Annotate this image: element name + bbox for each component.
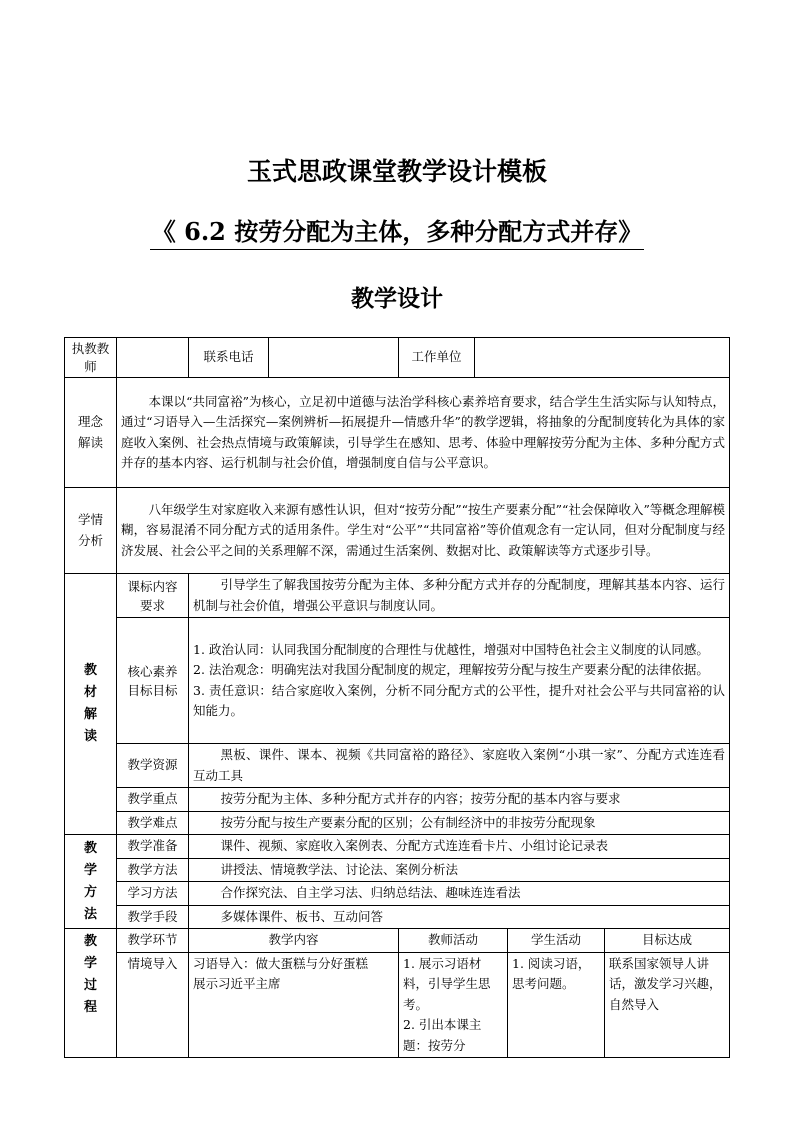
process-student: 1. 阅读习语，思考问题。 [508,952,605,1058]
textbook-row-difficulty [65,811,730,835]
process-header: 教学内容 [189,929,399,953]
process-row [65,952,730,1058]
method-label: 教学方法 [83,840,97,922]
unit-value[interactable] [475,338,730,378]
standard-text: 引导学生了解我国按劳分配为主体、多种分配方式并存的分配制度，理解其基本内容、运行机制与社会价值，增强公平意识与制度认同。 [193,577,725,613]
key-point-text-cell [189,788,730,812]
student-row [65,488,730,574]
process-header-row [65,929,730,953]
phone-value[interactable] [269,338,399,378]
section-title: 教学设计 [351,285,443,312]
process-header: 目标达成 [605,929,730,953]
prep-text-cell [189,835,730,859]
lesson-title [0,212,794,247]
key-point-label: 教学重点 [117,788,189,812]
method-row-teach [65,858,730,882]
teacher-value[interactable] [117,338,189,378]
student-text: 八年级学生对家庭收入来源有感性认识，但对“按劳分配”“按生产要素分配”“社会保障收入”等概念理解模糊，容易混淆不同分配方式的适用条件。学生对“公平”“共同富裕”等价值观念有一定认同，但对分配制度与经济发展、社会公平之间的关系理解不深，需通过生活案例、数据对比、政策解读等方式逐步引导。 [121,501,725,558]
means-text: 多媒体课件、板书、互动问答 [220,908,384,924]
textbook-row-literacy [65,618,730,744]
process-goal: 联系国家领导人讲话，激发学习兴趣，自然导入 [605,952,730,1058]
learn-method-text-cell [189,882,730,906]
method-row-means [65,905,730,929]
prep-text: 课件、视频、家庭收入案例表、分配方式连连看卡片、小组讨论记录表 [220,838,609,853]
key-point-text: 按劳分配为主体、多种分配方式并存的内容；按劳分配的基本内容与要求 [220,791,621,806]
teach-method-text-cell [189,858,730,882]
design-table [64,337,730,1058]
teach-method-text: 讲授法、情境教学法、讨论法、案例分析法 [220,861,459,877]
student-text-cell [117,488,730,574]
lesson-title-text: 《 6.2 按劳分配为主体，多种分配方式并存》 [150,217,644,250]
process-label: 教学过程 [83,934,97,1015]
literacy-label: 核心素养目标目标 [117,618,189,744]
document-title: 玉式思政课堂教学设计模板 [246,157,547,186]
process-stage: 情境导入 [117,952,189,1058]
process-label-cell [65,929,117,1058]
process-content: 习语导入：做大蛋糕与分好蛋糕 展示习近平主席 [189,952,399,1058]
difficulty-label: 教学难点 [117,811,189,835]
standard-text-cell [189,574,730,618]
means-label: 教学手段 [117,905,189,929]
concept-text: 本课以“共同富裕”为核心，立足初中道德与法治学科核心素养培育要求，结合学生生活实际与认知特点，通过“习语导入—生活探究—案例辨析—拓展提升—情感升华”的教学逻辑，将抽象的分配制度转化为具体的家庭收入案例、社会热点情境与政策解读，引导学生在感知、思考、体验中理解按劳分配为主体、多种分配方式并存的基本内容、运行机制与社会价值，增强制度自信与公平意识。 [121,393,725,470]
textbook-row-key [65,788,730,812]
literacy-item: 3. 责任意识：结合家庭收入案例，分析不同分配方式的公平性，提升对社会公平与共同富裕的认知能力。 [193,682,725,718]
process-header: 学生活动 [508,929,605,953]
literacy-text-cell [189,618,730,744]
textbook-label-cell [65,574,117,835]
process-header: 教学环节 [117,929,189,953]
concept-text-cell [117,378,730,488]
prep-label: 教学准备 [117,835,189,859]
concept-row [65,378,730,488]
textbook-row-standard [65,574,730,618]
student-label: 学情分析 [65,488,117,574]
teach-method-label: 教学方法 [117,858,189,882]
learn-method-text: 合作探究法、自主学习法、归纳总结法、趣味连连看法 [220,885,521,900]
process-header: 教师活动 [399,929,508,953]
textbook-row-resources [65,744,730,788]
literacy-item: 2. 法治观念：明确宪法对我国分配制度的规定，理解按劳分配与按生产要素分配的法律依据。 [193,662,709,677]
info-row [65,338,730,378]
difficulty-text: 按劳分配与按生产要素分配的区别；公有制经济中的非按劳分配现象 [220,814,596,830]
textbook-label: 教材解读 [83,663,97,744]
resources-text: 黑板、课件、课本、视频《共同富裕的路径》、家庭收入案例“小琪一家”、分配方式连连看互动工具 [193,747,725,783]
method-row-prep [65,835,730,859]
unit-label: 工作单位 [399,338,475,378]
phone-label: 联系电话 [189,338,269,378]
learn-method-label: 学习方法 [117,882,189,906]
method-row-learn [65,882,730,906]
process-teacher: 1. 展示习语材料，引导学生思考。 2. 引出本课主题：按劳分 [399,952,508,1058]
resources-text-cell [189,744,730,788]
teacher-label: 执教教师 [65,338,117,378]
difficulty-text-cell [189,811,730,835]
literacy-item: 1. 政治认同：认同我国分配制度的合理性与优越性，增强对中国特色社会主义制度的认同感。 [193,641,709,657]
standard-label: 课标内容要求 [117,574,189,618]
means-text-cell [189,905,730,929]
resources-label: 教学资源 [117,744,189,788]
concept-label: 理念解读 [65,378,117,488]
method-label-cell [65,835,117,929]
